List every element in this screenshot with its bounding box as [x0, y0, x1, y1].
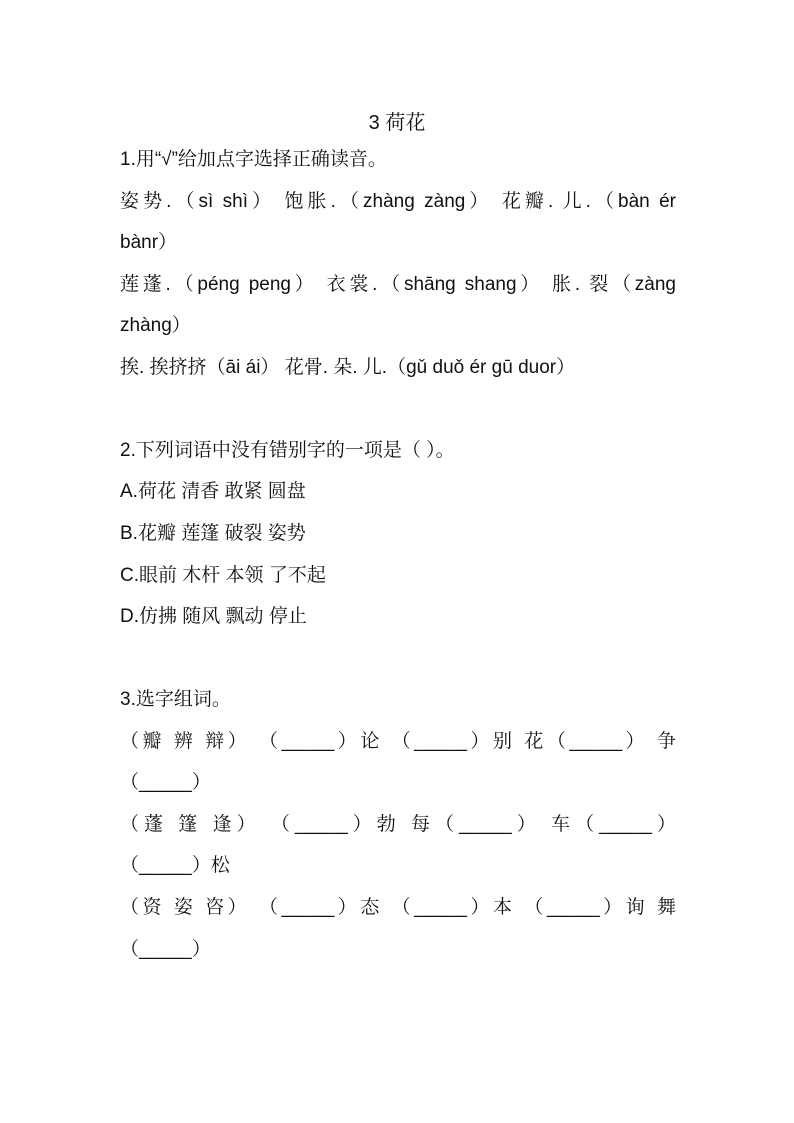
question-1-line-2: 莲蓬.（péng peng） 衣裳.（shāng shang） 胀. 裂（zàng [120, 274, 676, 295]
question-2-heading: 2.下列词语中没有错别字的一项是（ ）。 [120, 440, 455, 461]
question-3-row-3: （资 姿 咨） （_____）态 （_____）本 （_____）询 舞 [120, 897, 676, 918]
question-3-row-1-continued: （_____） [120, 772, 211, 793]
question-3-heading: 3.选字组词。 [120, 689, 231, 710]
question-2-option-d: D.仿拂 随风 飘动 停止 [120, 606, 307, 627]
question-3-row-2-continued: （_____）松 [120, 855, 230, 876]
question-1-line-1: 姿势.（sì shì） 饱胀.（zhàng zàng） 花瓣. 儿.（bàn ér [120, 191, 676, 212]
question-1-heading: 1.用“√”给加点字选择正确读音。 [120, 149, 387, 170]
question-3-row-3-continued: （_____） [120, 939, 211, 960]
question-2-option-b: B.花瓣 莲篷 破裂 姿势 [120, 523, 306, 544]
question-3-row-1: （瓣 辨 辩） （_____）论 （_____）别 花（_____） 争 [120, 731, 676, 752]
page-title: 3 荷花 [368, 112, 426, 134]
question-1-line-2-continued: zhàng） [120, 315, 191, 336]
question-2-option-c: C.眼前 木杆 本领 了不起 [120, 565, 326, 586]
question-1-line-1-continued: bànr） [120, 232, 178, 253]
question-3-row-2: （蓬 篷 逢） （_____）勃 每（_____） 车（_____） [120, 814, 676, 835]
question-1-line-3: 挨. 挨挤挤（āi ái） 花骨. 朵. 儿.（gǔ duǒ ér gū duor） [120, 357, 576, 378]
question-2-option-a: A.荷花 清香 敢紧 圆盘 [120, 481, 306, 502]
